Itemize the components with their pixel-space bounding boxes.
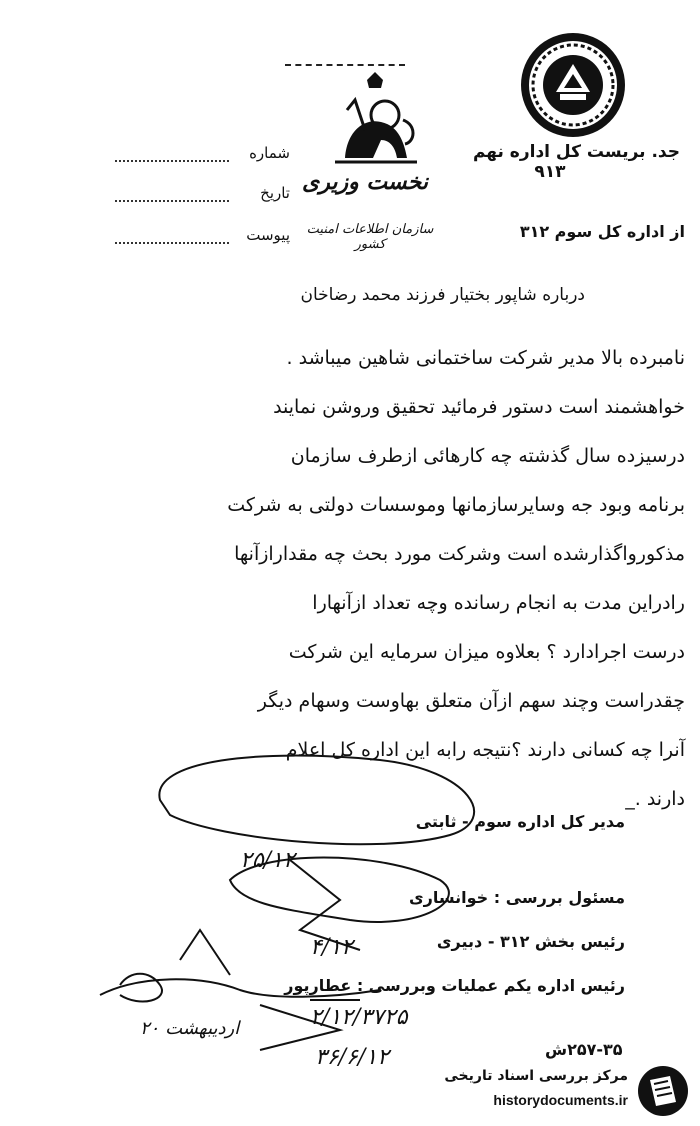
date-line bbox=[115, 186, 229, 202]
page-code: ۲۵۷-۳۵ش bbox=[545, 1040, 623, 1059]
top-dashed-line bbox=[285, 64, 405, 66]
footer-watermark bbox=[398, 1058, 698, 1122]
handwritten-note: ۲۰ اردیبهشت bbox=[140, 1018, 240, 1039]
letter-body bbox=[95, 340, 685, 830]
reference-code: ۹۱۳ bbox=[534, 162, 566, 182]
signature-reviewer: مسئول بررسی : خوانساری bbox=[408, 888, 625, 907]
archive-title: مرکز بررسی اسناد تاریخی bbox=[444, 1068, 628, 1084]
number-field-row bbox=[115, 140, 290, 162]
signature-operations-head: رئیس اداره یکم عملیات وبررسی : عطارپور bbox=[284, 976, 625, 995]
handwritten-note: ۳۶/۶/۱۲ bbox=[315, 1045, 389, 1070]
signature-section-head: رئیس بخش ۳۱۲ - دبیری bbox=[436, 932, 625, 951]
date-label: تاریخ bbox=[260, 184, 290, 202]
body-line: خواهشمند است دستور فرمائید تحقیق وروشن نمایند bbox=[273, 396, 685, 418]
archive-website: historydocuments.ir bbox=[493, 1092, 628, 1108]
body-line: آنرا چه کسانی دارند ؟نتیجه رابه این اداره کل اعلام bbox=[285, 739, 685, 761]
attachment-label: پیوست bbox=[246, 226, 290, 244]
handwritten-note: ۲۵/۱۲ bbox=[240, 848, 295, 873]
attachment-field-row bbox=[115, 222, 290, 244]
handwritten-note: ۲/۱۲/۳۷۲۵ bbox=[310, 1005, 408, 1030]
body-line: برنامه وبود جه وسایرسازمانها وموسسات دولتی به شرکت bbox=[227, 494, 685, 516]
body-line: چقدراست وچند سهم ازآن متعلق بهاوست وسهام دیگر bbox=[257, 690, 685, 712]
body-line: درسیزده سال گذشته چه کارهائی ازطرف سازمان bbox=[290, 445, 685, 467]
body-line: مذکورواگذارشده است وشرکت مورد بحث چه مقدارازآنها bbox=[234, 543, 685, 565]
attachment-line bbox=[115, 228, 229, 244]
body-line: درست اجرادارد ؟ بعلاوه میزان سرمایه این شرکت bbox=[288, 641, 685, 663]
body-line: رادراین مدت به انجام رسانده وچه تعداد ازآنهارا bbox=[312, 592, 685, 614]
sender-line: از اداره کل سوم ۳۱۲ bbox=[519, 222, 685, 241]
seal-icon bbox=[518, 30, 628, 140]
handwritten-note: ۴/۱۲ bbox=[310, 935, 353, 960]
document-archive-logo-icon bbox=[636, 1064, 690, 1118]
subject-line: درباره شاپور بختیار فرزند محمد رضاخان bbox=[300, 285, 585, 305]
recipient-line: جد. بریست کل اداره نهم bbox=[472, 142, 680, 162]
date-field-row bbox=[115, 180, 290, 202]
body-line: دارند ._ bbox=[625, 788, 685, 810]
organization-title: نخست وزیری bbox=[302, 170, 428, 195]
body-line: نامبرده بالا مدیر شرکت ساختمانی شاهین میباشد . bbox=[286, 347, 685, 369]
sub-organization: سازمان اطلاعات امنیت کشور bbox=[306, 222, 434, 252]
number-line bbox=[115, 146, 229, 162]
signature-director: مدیر کل اداره سوم - ثابتی bbox=[415, 812, 625, 831]
lion-sun-emblem-icon bbox=[325, 70, 425, 170]
number-label: شماره bbox=[249, 144, 290, 162]
